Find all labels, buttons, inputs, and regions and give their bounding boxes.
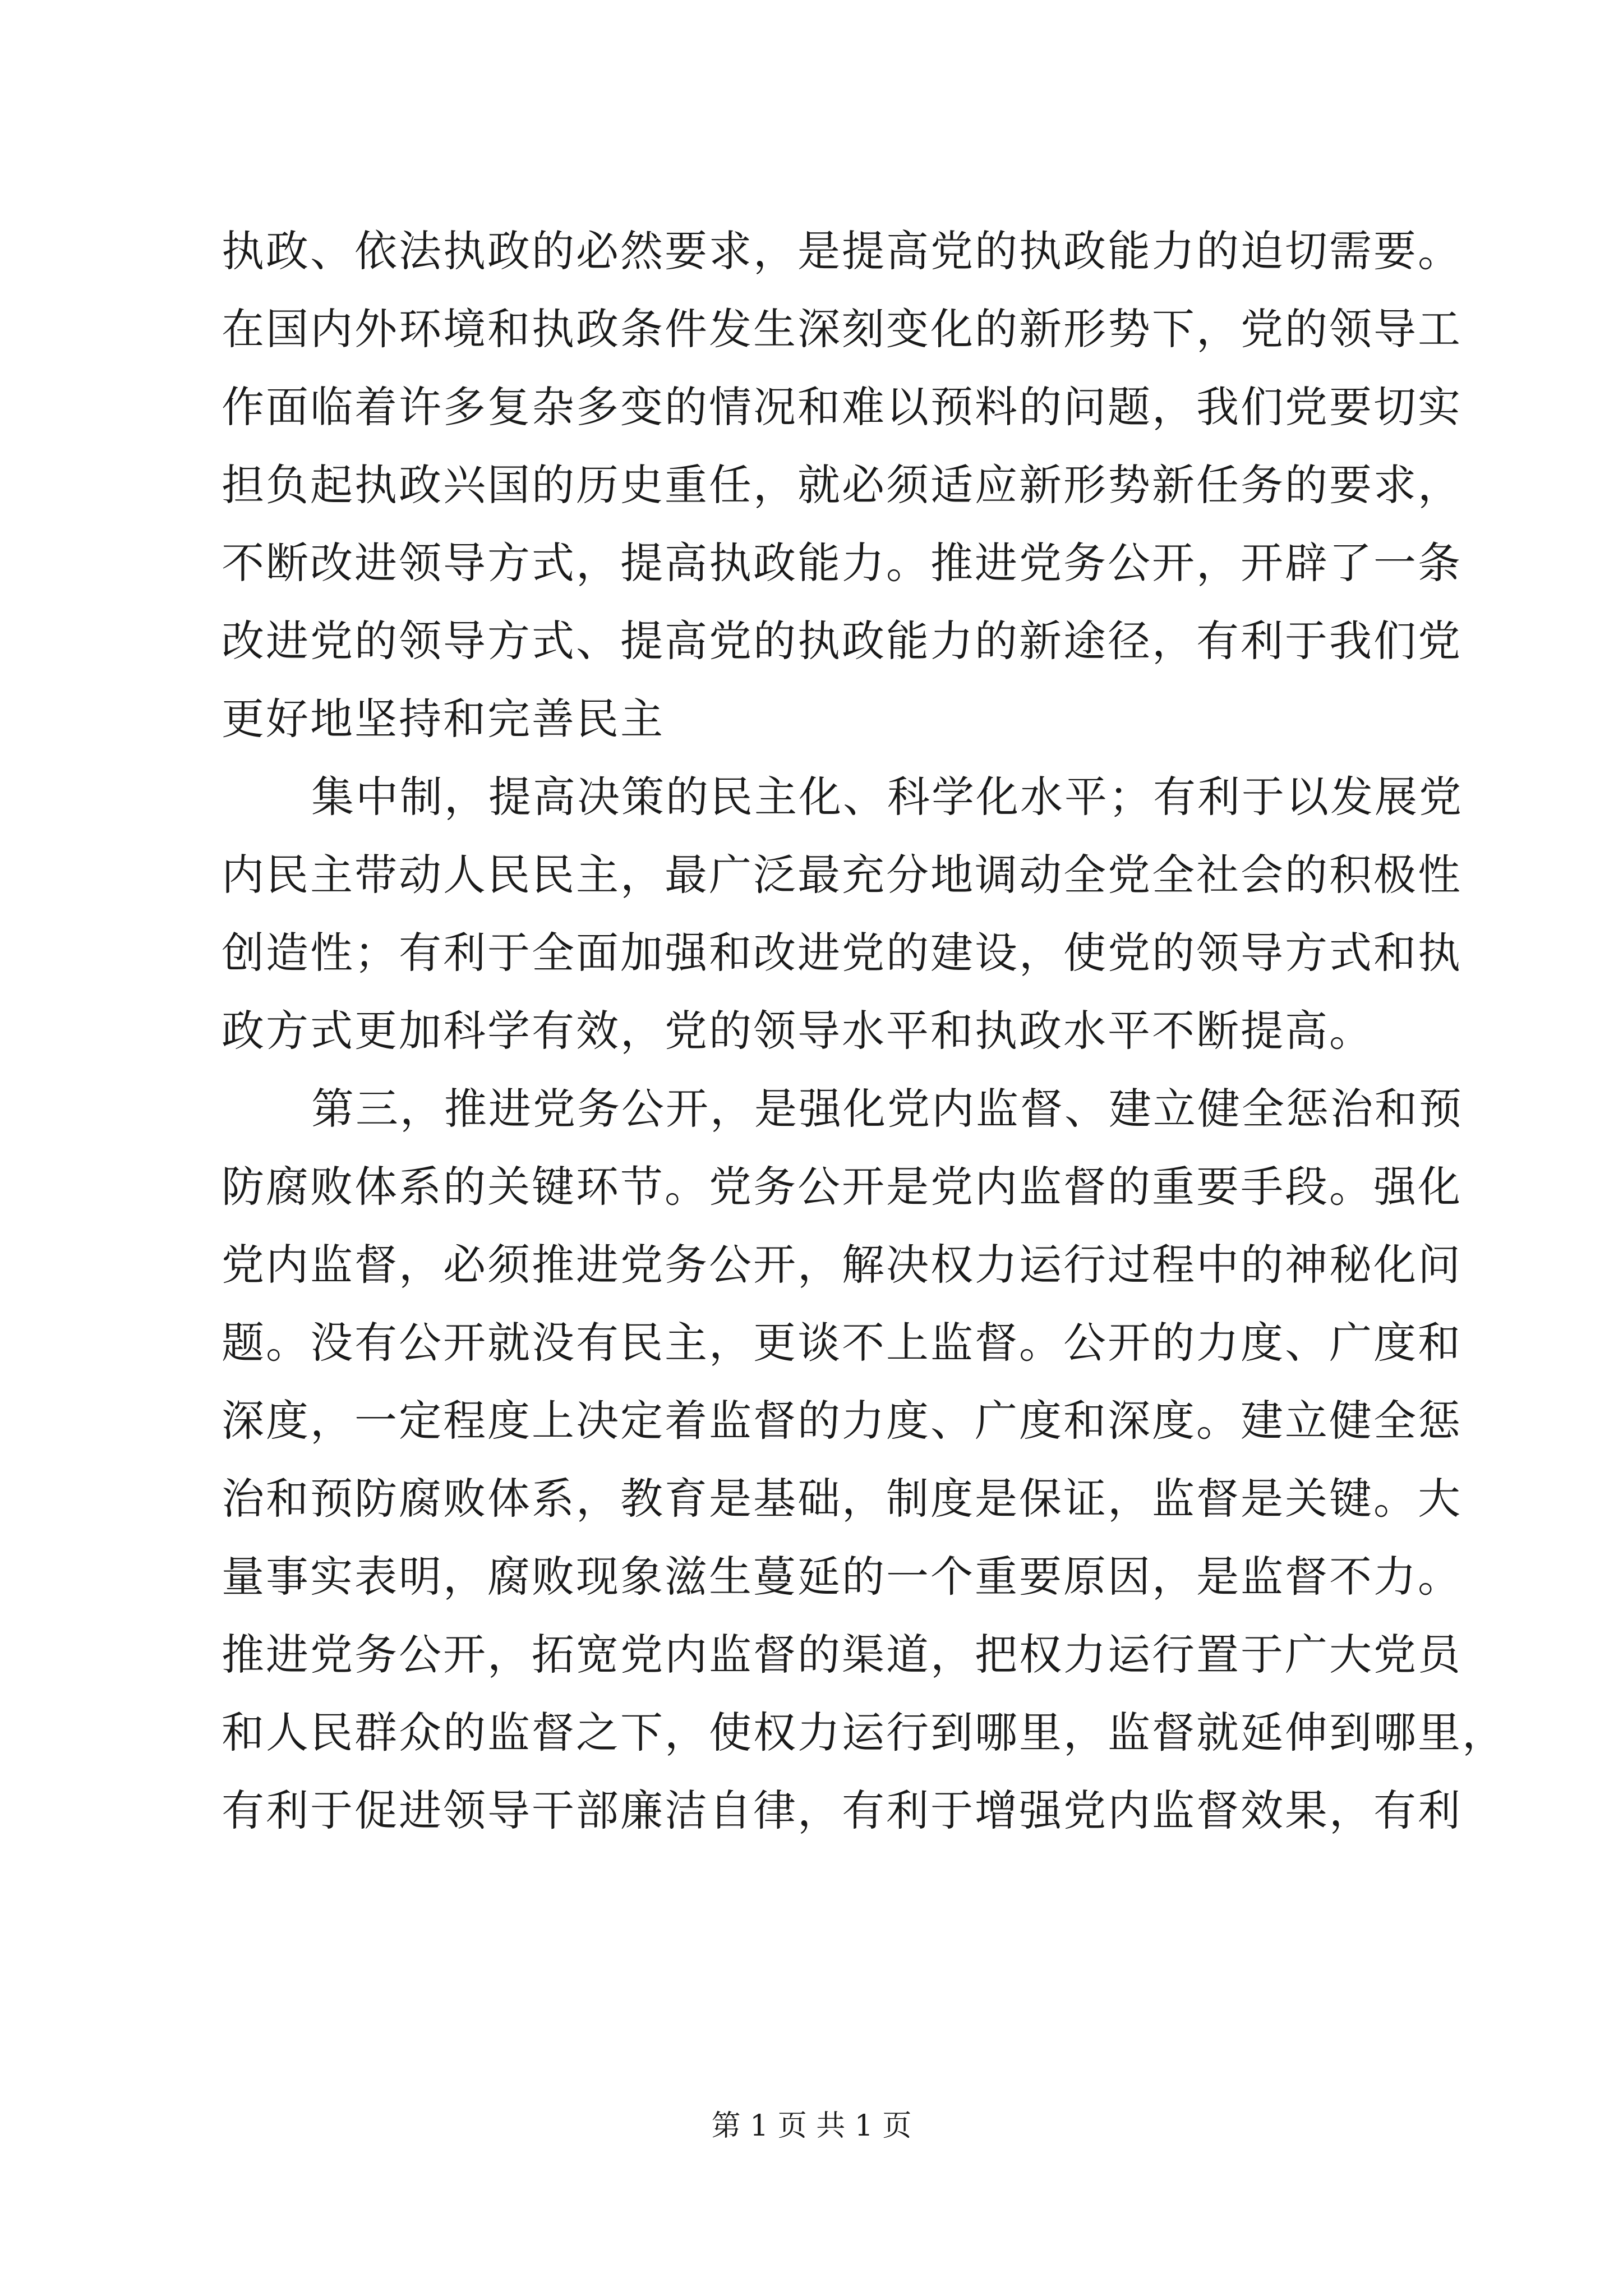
text-line: 内民主带动人民民主，最广泛最充分地调动全党全社会的积极性 <box>222 850 1462 900</box>
text-line: 量事实表明，腐败现象滋生蔓延的一个重要原因，是监督不力。 <box>222 1552 1462 1602</box>
text-line: 集中制，提高决策的民主化、科学化水平；有利于以发展党 <box>311 772 1463 822</box>
text-line: 改进党的领导方式、提高党的执政能力的新途径，有利于我们党 <box>222 616 1462 666</box>
text-line: 治和预防腐败体系，教育是基础，制度是保证，监督是关键。大 <box>222 1474 1462 1524</box>
text-line: 推进党务公开，拓宽党内监督的渠道，把权力运行置于广大党员 <box>222 1630 1462 1680</box>
text-line: 党内监督，必须推进党务公开，解决权力运行过程中的神秘化问 <box>222 1240 1462 1290</box>
text-line: 第三，推进党务公开，是强化党内监督、建立健全惩治和预 <box>311 1084 1463 1134</box>
text-line: 在国内外环境和执政条件发生深刻变化的新形势下，党的领导工 <box>222 304 1462 354</box>
text-line: 深度，一定程度上决定着监督的力度、广度和深度。建立健全惩 <box>222 1396 1462 1446</box>
page-footer: 第 1 页 共 1 页 <box>711 2109 912 2143</box>
text-line: 执政、依法执政的必然要求，是提高党的执政能力的迫切需要。 <box>222 226 1462 276</box>
text-line: 作面临着许多复杂多变的情况和难以预料的问题，我们党要切实 <box>222 382 1462 432</box>
text-line: 题。没有公开就没有民主，更谈不上监督。公开的力度、广度和 <box>222 1318 1462 1368</box>
text-line: 担负起执政兴国的历史重任，就必须适应新形势新任务的要求， <box>222 460 1462 510</box>
text-line: 政方式更加科学有效，党的领导水平和执政水平不断提高。 <box>222 1006 1373 1056</box>
text-line: 创造性；有利于全面加强和改进党的建设，使党的领导方式和执 <box>222 928 1462 978</box>
text-line: 更好地坚持和完善民主 <box>222 694 665 744</box>
text-line: 不断改进领导方式，提高执政能力。推进党务公开，开辟了一条 <box>222 538 1462 588</box>
text-line: 有利于促进领导干部廉洁自律，有利于增强党内监督效果，有利 <box>222 1786 1462 1835</box>
body-text <box>222 212 1506 1849</box>
text-line: 防腐败体系的关键环节。党务公开是党内监督的重要手段。强化 <box>222 1162 1462 1212</box>
text-line: 和人民群众的监督之下，使权力运行到哪里，监督就延伸到哪里， <box>222 1708 1506 1757</box>
